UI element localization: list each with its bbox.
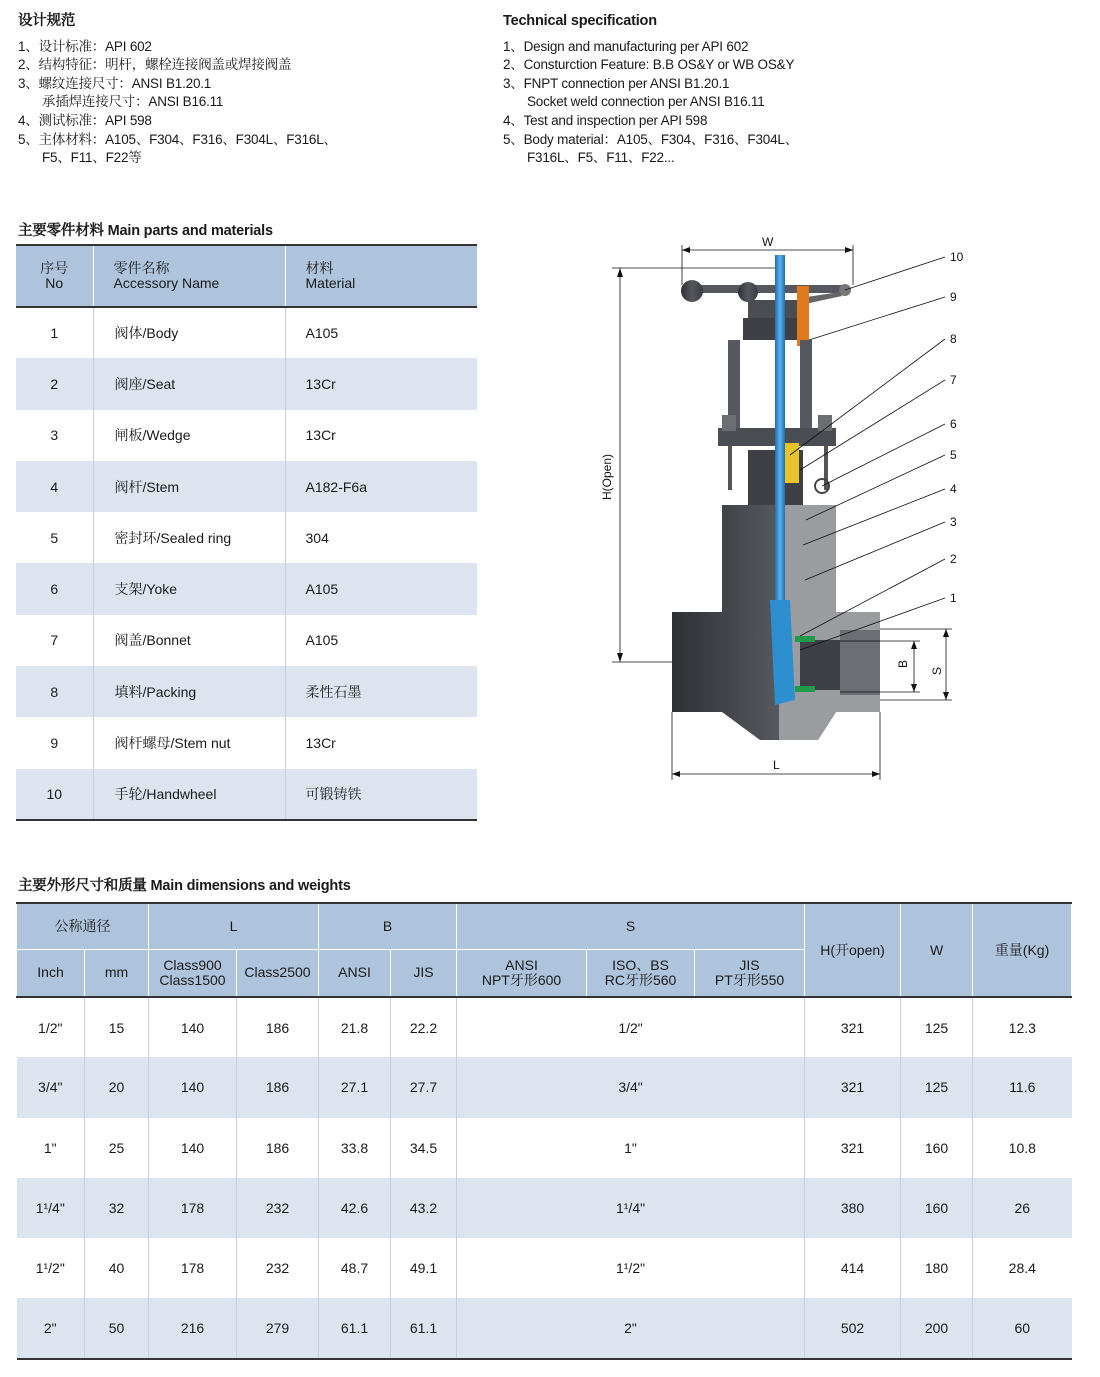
part-material: 13Cr <box>305 375 336 392</box>
part-material: A105 <box>305 632 339 649</box>
callout-leader <box>822 424 945 486</box>
dim-s: 1¹/2" <box>457 1238 805 1298</box>
spec-cn-item: 承插焊连接尺寸：ANSI B16.11 <box>42 94 224 110</box>
dim-inch: 1/2" <box>17 997 85 1057</box>
dims-section-title: 主要外形尺寸和质量 Main dimensions and weights <box>18 878 351 894</box>
spec-cn-title: 设计规范 <box>18 13 76 29</box>
dimension-w <box>682 235 853 285</box>
part-name: 阀杆螺母/Stem nut <box>93 717 285 768</box>
packing <box>785 443 799 483</box>
header-w: W <box>901 903 973 997</box>
part-no: 8 <box>16 666 93 717</box>
parts-row <box>16 358 477 409</box>
header-s-jis: JIS PT牙形550 <box>695 949 805 997</box>
dim-weight: 11.6 <box>1009 1079 1036 1096</box>
header-accessory-name: 零件名称 Accessory Name <box>93 245 285 307</box>
part-name: 手轮/Handwheel <box>93 769 285 820</box>
part-material: A105 <box>305 325 339 342</box>
callout-leader <box>809 297 945 340</box>
spec-en-title: Technical specification <box>503 13 657 29</box>
parts-row <box>16 307 477 358</box>
dim-b-ansi: 33.8 <box>319 1118 391 1178</box>
dimension-l-label: L <box>773 758 780 772</box>
dim-l-class900-1500: 178 <box>149 1238 237 1298</box>
callout-number: 4 <box>950 482 957 496</box>
parts-row <box>16 769 477 820</box>
header-mm: mm <box>85 949 149 997</box>
part-material: A182-F6a <box>305 478 367 495</box>
header-weight: 重量(Kg) <box>973 903 1072 997</box>
callout-number: 6 <box>950 417 957 431</box>
dim-s: 1¹/4" <box>457 1178 805 1238</box>
parts-section-title: 主要零件材料 Main parts and materials <box>18 223 273 239</box>
technical-spec-en <box>503 12 1063 168</box>
stem-nut <box>797 286 809 346</box>
part-name: 密封环/Sealed ring <box>93 512 285 563</box>
header-s-iso-bs: ISO、BS RC牙形560 <box>587 949 695 997</box>
dim-mm: 20 <box>85 1057 149 1117</box>
dim-mm: 32 <box>85 1178 149 1238</box>
dim-mm: 15 <box>85 997 149 1057</box>
header-b: B <box>319 903 457 949</box>
dim-l-class900-1500: 140 <box>149 1057 237 1117</box>
callout-number: 2 <box>950 552 957 566</box>
dim-b-ansi: 48.7 <box>319 1238 391 1298</box>
part-material: 13Cr <box>305 427 336 444</box>
callout-number: 5 <box>950 448 957 462</box>
part-name: 闸板/Wedge <box>93 410 285 461</box>
header-inch: Inch <box>17 949 85 997</box>
spec-en-item: 5、Body material：A105、F304、F316、F304L、 <box>503 131 798 147</box>
dim-w: 200 <box>901 1298 973 1358</box>
part-no: 2 <box>16 358 93 409</box>
dimensions-table <box>16 902 1072 1360</box>
part-no: 6 <box>16 563 93 614</box>
parts-header-row <box>16 245 477 307</box>
dim-l-class900-1500: 178 <box>149 1178 237 1238</box>
spec-cn-item: 5、主体材料：A105、F304、F316、F304L、F316L、 <box>18 131 337 147</box>
part-no: 7 <box>16 615 93 666</box>
callout-number: 8 <box>950 332 957 346</box>
dim-b-ansi: 42.6 <box>319 1178 391 1238</box>
spec-en-item: F316L、F5、F11、F22... <box>527 150 675 166</box>
dim-l-class2500: 279 <box>237 1298 319 1358</box>
header-nominal: 公称通径 <box>17 903 149 949</box>
dim-b-jis: 27.7 <box>391 1057 457 1117</box>
dim-weight: 10.8 <box>1008 1139 1036 1156</box>
dim-weight: 26 <box>1014 1200 1031 1217</box>
dim-inch: 2" <box>17 1298 85 1358</box>
part-material: 可锻铸铁 <box>305 785 362 802</box>
spec-en-item: Socket weld connection per ANSI B16.11 <box>527 94 765 110</box>
design-spec-cn <box>18 12 458 168</box>
header-class2500: Class2500 <box>237 949 319 997</box>
header-class900-1500: Class900 Class1500 <box>149 949 237 997</box>
parts-row <box>16 410 477 461</box>
part-no: 1 <box>16 307 93 358</box>
header-no: 序号 No <box>16 245 93 307</box>
part-name: 阀盖/Bonnet <box>93 615 285 666</box>
part-no: 3 <box>16 410 93 461</box>
parts-row <box>16 461 477 512</box>
spec-cn-item: F5、F11、F22等 <box>42 150 142 166</box>
spec-en-item: 1、Design and manufacturing per API 602 <box>503 38 749 54</box>
dim-weight: 28.4 <box>1008 1260 1036 1277</box>
part-no: 4 <box>16 461 93 512</box>
spec-en-item: 2、Consturction Feature: B.B OS&Y or WB OS&Y <box>503 57 795 73</box>
dim-b-jis: 22.2 <box>391 997 457 1057</box>
dim-s: 2" <box>457 1298 805 1358</box>
dim-h-open: 321 <box>805 1057 901 1117</box>
dim-l-class900-1500: 140 <box>149 1118 237 1178</box>
header-b-jis: JIS <box>391 949 457 997</box>
dim-w: 125 <box>901 1057 973 1117</box>
header-l: L <box>149 903 319 949</box>
spec-cn-item: 4、测试标准：API 598 <box>18 112 152 128</box>
dim-inch: 1¹/2" <box>17 1238 85 1298</box>
part-no: 5 <box>16 512 93 563</box>
callout-number: 7 <box>950 373 957 387</box>
dim-weight: 60 <box>1014 1320 1031 1337</box>
gate-valve-diagram <box>590 230 980 790</box>
dims-row <box>17 997 1072 1057</box>
part-material: 13Cr <box>305 735 336 752</box>
part-name: 填料/Packing <box>93 666 285 717</box>
header-material: 材料 Material <box>305 260 356 291</box>
dim-mm: 50 <box>85 1298 149 1358</box>
dim-h-open: 380 <box>805 1178 901 1238</box>
dim-weight: 12.3 <box>1008 1019 1036 1036</box>
dim-s: 1" <box>457 1118 805 1178</box>
dim-h-open: 502 <box>805 1298 901 1358</box>
dim-mm: 40 <box>85 1238 149 1298</box>
part-no: 9 <box>16 717 93 768</box>
dim-l-class900-1500: 140 <box>149 997 237 1057</box>
part-no: 10 <box>16 769 93 820</box>
dimension-s <box>880 629 952 700</box>
dim-b-jis: 34.5 <box>391 1118 457 1178</box>
dim-mm: 25 <box>85 1118 149 1178</box>
dim-b-jis: 61.1 <box>391 1298 457 1358</box>
spec-en-item: 4、Test and inspection per API 598 <box>503 112 708 128</box>
parts-row <box>16 563 477 614</box>
dims-row <box>17 1298 1072 1358</box>
dims-row <box>17 1238 1072 1298</box>
dim-h-open: 321 <box>805 1118 901 1178</box>
parts-table <box>16 244 477 821</box>
part-material: 304 <box>305 529 329 546</box>
part-name: 阀体/Body <box>93 307 285 358</box>
callout-number: 1 <box>950 591 957 605</box>
part-material: A105 <box>305 581 339 598</box>
part-name: 支架/Yoke <box>93 563 285 614</box>
dims-row <box>17 1057 1072 1117</box>
header-s: S <box>457 903 805 949</box>
callout-leader <box>790 339 945 455</box>
part-name: 阀杆/Stem <box>93 461 285 512</box>
spec-cn-item: 3、螺纹连接尺寸：ANSI B1.20.1 <box>18 75 212 91</box>
part-material: 柔性石墨 <box>305 683 362 700</box>
parts-row <box>16 512 477 563</box>
dimension-s-label: S <box>930 666 944 675</box>
dim-b-ansi: 21.8 <box>319 997 391 1057</box>
dim-inch: 1" <box>17 1118 85 1178</box>
dim-b-jis: 49.1 <box>391 1238 457 1298</box>
dim-b-ansi: 61.1 <box>319 1298 391 1358</box>
dims-row <box>17 1118 1072 1178</box>
dim-s: 1/2" <box>457 997 805 1057</box>
dim-l-class2500: 186 <box>237 1118 319 1178</box>
dim-l-class900-1500: 216 <box>149 1298 237 1358</box>
dim-w: 125 <box>901 997 973 1057</box>
header-s-ansi: ANSI NPT牙形600 <box>457 949 587 997</box>
dim-l-class2500: 186 <box>237 997 319 1057</box>
part-name: 阀座/Seat <box>93 358 285 409</box>
dim-b-ansi: 27.1 <box>319 1057 391 1117</box>
spec-cn-item: 2、结构特征：明杆，螺栓连接阀盖或焊接阀盖 <box>18 57 292 73</box>
dim-l-class2500: 232 <box>237 1238 319 1298</box>
spec-en-item: 3、FNPT connection per ANSI B1.20.1 <box>503 75 730 91</box>
dim-b-jis: 43.2 <box>391 1178 457 1238</box>
dimension-w-label: W <box>762 235 774 249</box>
callout-number: 9 <box>950 290 957 304</box>
dim-l-class2500: 186 <box>237 1057 319 1117</box>
dim-h-open: 321 <box>805 997 901 1057</box>
dims-row <box>17 1178 1072 1238</box>
callout-number: 3 <box>950 515 957 529</box>
dim-h-open: 414 <box>805 1238 901 1298</box>
callout-leader <box>845 257 945 290</box>
dim-w: 160 <box>901 1118 973 1178</box>
dim-w: 160 <box>901 1178 973 1238</box>
header-b-ansi: ANSI <box>319 949 391 997</box>
parts-row <box>16 615 477 666</box>
dim-l-class2500: 232 <box>237 1178 319 1238</box>
dim-inch: 3/4" <box>17 1057 85 1117</box>
header-h-open: H(开open) <box>805 903 901 997</box>
seat <box>795 636 815 642</box>
spec-cn-item: 1、设计标准：API 602 <box>18 38 152 54</box>
dim-w: 180 <box>901 1238 973 1298</box>
dimension-h-label: H(Open) <box>600 453 614 500</box>
dimension-b-label: B <box>896 659 910 668</box>
dim-inch: 1¹/4" <box>17 1178 85 1238</box>
parts-row <box>16 717 477 768</box>
dims-header-row-1 <box>17 903 1072 949</box>
parts-row <box>16 666 477 717</box>
dim-s: 3/4" <box>457 1057 805 1117</box>
callout-number: 10 <box>950 250 964 264</box>
